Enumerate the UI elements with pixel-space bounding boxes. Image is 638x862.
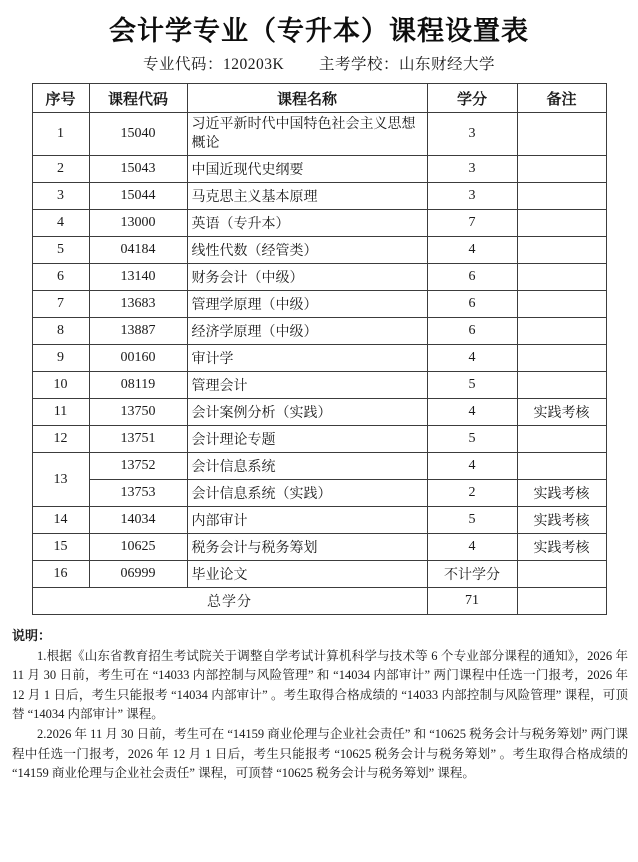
cell-note: [517, 210, 606, 237]
total-credit: 71: [427, 588, 517, 615]
cell-note: [517, 264, 606, 291]
note-item-1: 1.根据《山东省教育招生考试院关于调整自学考试计算机科学与技术等 6 个专业部分课程的通知》，2026 年 11 月 30 日前，考生可在 “14033 内部控制与风险管理” 和 “14034 内部审计” 两门课程中任选一门报考，2026 年 12 月 1 日后，考生只能报考 “14034 内部审计” 。考生取得合格成绩的 “14033 内部控制与风险管理” 课程，可顶替 “14034 内部审计” 课程。: [12, 648, 628, 722]
cell-credit: 4: [427, 453, 517, 480]
cell-seq: 12: [32, 426, 89, 453]
cell-credit: 5: [427, 507, 517, 534]
cell-credit: 4: [427, 345, 517, 372]
major-code-label: 专业代码：120203K: [143, 56, 285, 73]
cell-seq: 16: [32, 561, 89, 588]
cell-note: [517, 183, 606, 210]
cell-credit: 4: [427, 237, 517, 264]
cell-seq: 8: [32, 318, 89, 345]
cell-note: [517, 426, 606, 453]
table-header-row: [32, 84, 606, 113]
cell-seq: 14: [32, 507, 89, 534]
cell-code: 13751: [89, 426, 187, 453]
notes-section: [12, 626, 628, 784]
cell-note: [517, 318, 606, 345]
table-row: [32, 237, 606, 264]
cell-name: 经济学原理（中级）: [187, 318, 427, 345]
notes-heading: 说明：: [12, 628, 52, 643]
table-row: [32, 318, 606, 345]
table-row: [32, 210, 606, 237]
cell-seq: 1: [32, 113, 89, 156]
cell-name: 审计学: [187, 345, 427, 372]
table-row: [32, 156, 606, 183]
cell-credit: 6: [427, 264, 517, 291]
cell-code: 13753: [89, 480, 187, 507]
cell-seq: 3: [32, 183, 89, 210]
cell-name: 财务会计（中级）: [187, 264, 427, 291]
cell-name: 线性代数（经管类）: [187, 237, 427, 264]
cell-credit: 6: [427, 318, 517, 345]
table-row: [32, 480, 606, 507]
cell-name: 管理会计: [187, 372, 427, 399]
cell-name: 中国近现代史纲要: [187, 156, 427, 183]
cell-note: [517, 345, 606, 372]
column-header-note: 备注: [517, 84, 606, 113]
cell-credit: 3: [427, 156, 517, 183]
cell-seq: 10: [32, 372, 89, 399]
cell-seq: 15: [32, 534, 89, 561]
cell-code: 06999: [89, 561, 187, 588]
table-header: [32, 84, 606, 113]
table-row: [32, 534, 606, 561]
column-header-name: 课程名称: [187, 84, 427, 113]
cell-note: [517, 453, 606, 480]
column-header-credit: 学分: [427, 84, 517, 113]
cell-code: 15040: [89, 113, 187, 156]
cell-name: 会计理论专题: [187, 426, 427, 453]
cell-credit: 5: [427, 426, 517, 453]
cell-name: 会计信息系统: [187, 453, 427, 480]
cell-note: 实践考核: [517, 480, 606, 507]
cell-name: 内部审计: [187, 507, 427, 534]
table-row: [32, 291, 606, 318]
cell-seq-merged: 13: [32, 453, 89, 507]
cell-name: 习近平新时代中国特色社会主义思想概论: [187, 113, 427, 156]
cell-name: 税务会计与税务筹划: [187, 534, 427, 561]
cell-name: 管理学原理（中级）: [187, 291, 427, 318]
table-row: [32, 507, 606, 534]
cell-code: 04184: [89, 237, 187, 264]
cell-code: 13000: [89, 210, 187, 237]
cell-credit: 2: [427, 480, 517, 507]
cell-name: 英语（专升本）: [187, 210, 427, 237]
table-row: [32, 399, 606, 426]
cell-credit: 3: [427, 113, 517, 156]
cell-seq: 9: [32, 345, 89, 372]
cell-note: [517, 237, 606, 264]
cell-note: [517, 113, 606, 156]
cell-note: 实践考核: [517, 534, 606, 561]
cell-name: 毕业论文: [187, 561, 427, 588]
table-row: [32, 561, 606, 588]
cell-code: 13683: [89, 291, 187, 318]
cell-credit: 3: [427, 183, 517, 210]
cell-name: 马克思主义基本原理: [187, 183, 427, 210]
table-row: [32, 426, 606, 453]
cell-note: [517, 561, 606, 588]
note-item-2: 2.2026 年 11 月 30 日前，考生可在 “14159 商业伦理与企业社会责任” 和 “10625 税务会计与税务筹划” 两门课程中任选一门报考，2026 年 12 月 1 日后，考生只能报考 “10625 税务会计与税务筹划” 。考生取得合格成绩的 “14159 商业伦理与企业社会责任” 课程，可顶替 “10625 税务会计与税务筹划” 课程。: [12, 726, 628, 781]
cell-note: 实践考核: [517, 399, 606, 426]
cell-code: 00160: [89, 345, 187, 372]
cell-seq: 4: [32, 210, 89, 237]
cell-code: 13752: [89, 453, 187, 480]
cell-name: 会计案例分析（实践）: [187, 399, 427, 426]
cell-seq: 7: [32, 291, 89, 318]
total-label: 总学分: [32, 588, 427, 615]
cell-code: 08119: [89, 372, 187, 399]
cell-credit: 不计学分: [427, 561, 517, 588]
cell-credit: 6: [427, 291, 517, 318]
cell-note: [517, 291, 606, 318]
column-header-seq: 序号: [32, 84, 89, 113]
cell-seq: 5: [32, 237, 89, 264]
document-subtitle: [0, 54, 638, 76]
cell-credit: 4: [427, 399, 517, 426]
table-row: [32, 113, 606, 156]
table-total-row: [32, 588, 606, 615]
cell-seq: 11: [32, 399, 89, 426]
exam-school-label: 主考学校：山东财经大学: [318, 56, 495, 73]
table-body: [32, 113, 606, 615]
cell-note: 实践考核: [517, 507, 606, 534]
cell-code: 10625: [89, 534, 187, 561]
page-title: 会计学专业（专升本）课程设置表: [109, 16, 529, 46]
total-note: [517, 588, 606, 615]
cell-code: 15043: [89, 156, 187, 183]
cell-code: 15044: [89, 183, 187, 210]
table-row: [32, 264, 606, 291]
table-row: [32, 183, 606, 210]
column-header-code: 课程代码: [89, 84, 187, 113]
document-page: [0, 13, 638, 862]
cell-name: 会计信息系统（实践）: [187, 480, 427, 507]
cell-credit: 5: [427, 372, 517, 399]
cell-code: 14034: [89, 507, 187, 534]
cell-code: 13750: [89, 399, 187, 426]
cell-seq: 6: [32, 264, 89, 291]
cell-code: 13140: [89, 264, 187, 291]
cell-seq: 2: [32, 156, 89, 183]
table-row: [32, 345, 606, 372]
cell-note: [517, 372, 606, 399]
table-row: [32, 372, 606, 399]
course-setup-table: [32, 83, 607, 615]
cell-code: 13887: [89, 318, 187, 345]
cell-credit: 4: [427, 534, 517, 561]
table-row: [32, 453, 606, 480]
cell-credit: 7: [427, 210, 517, 237]
cell-note: [517, 156, 606, 183]
